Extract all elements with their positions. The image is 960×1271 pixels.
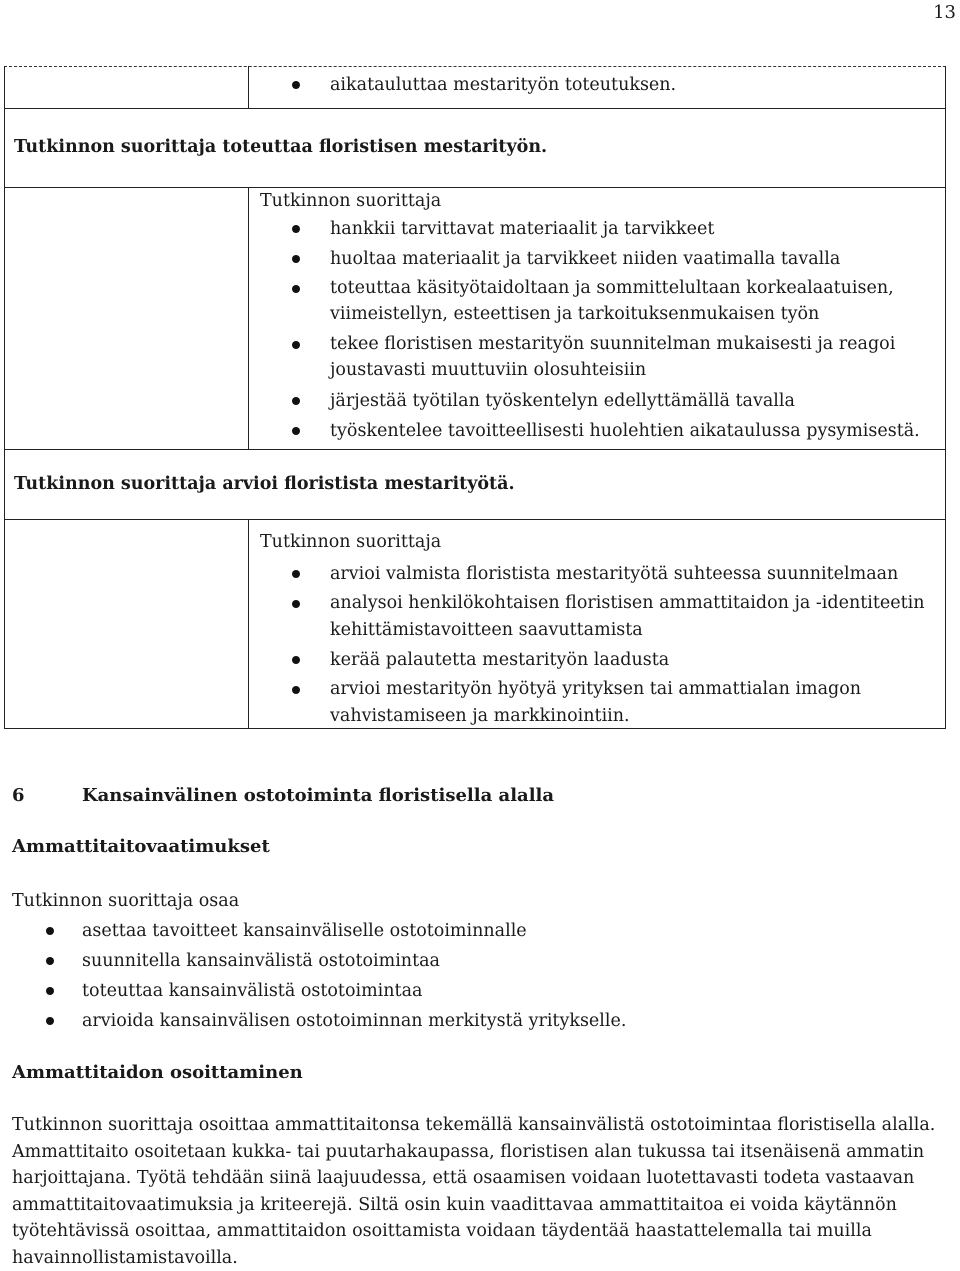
column-divider [248,66,249,108]
page-number: 13 [933,2,956,23]
bullet-icon [292,255,300,263]
row-divider [4,108,946,109]
section-title-evaluate: Tutkinnon suorittaja arvioi floristista mestarityötä. [14,474,515,494]
requirements-content [12,886,952,1036]
section-2-content [260,187,940,445]
bullet-icon [292,570,300,578]
bullet-icon [292,225,300,233]
bullet-icon [292,656,300,664]
list-item: suunnitella kansainvälistä ostotoimintaa [12,946,952,976]
list-item: arvioida kansainvälisen ostotoiminnan merkitystä yritykselle. [12,1006,952,1036]
section-3-content [260,528,940,730]
bullet-icon [292,427,300,435]
bullet-icon [292,341,300,349]
row-divider [4,449,946,450]
list-item: arvioi mestarityön hyötyä yrityksen tai ammattialan imagon vahvistamiseen ja markkinointiin. [260,676,940,730]
bullet-icon [292,81,300,89]
bullet-icon [46,987,54,995]
list-item: aikatauluttaa mestarityön toteutuksen. [260,71,940,99]
list-item: asettaa tavoitteet kansainväliselle ostotoiminnalle [12,916,952,946]
requirements-heading: Ammattitaitovaatimukset [12,836,270,857]
list-item: huoltaa materiaalit ja tarvikkeet niiden vaatimalla tavalla [260,245,940,273]
bullet-icon [292,600,300,608]
section-title-implement: Tutkinnon suorittaja toteuttaa floristisen mestarityön. [14,137,548,157]
column-divider [248,187,249,449]
row-1-content [260,71,940,99]
list-item: toteuttaa kansainvälistä ostotoimintaa [12,976,952,1006]
list-item: kerää palautetta mestarityön laadusta [260,646,940,674]
list-item: hankkii tarvittavat materiaalit ja tarvikkeet [260,215,940,243]
list-item: työskentelee tavoitteellisesti huolehtien aikataulussa pysymisestä. [260,417,940,445]
bullet-icon [292,397,300,405]
bullet-icon [46,1017,54,1025]
list-item: tekee floristisen mestarityön suunnitelman mukaisesti ja reagoi joustavasti muuttuviin olosuhteisiin [260,331,940,383]
chapter-title: Kansainvälinen ostotoiminta floristisella alalla [82,785,555,806]
criteria-table [4,66,946,729]
list-item: järjestää työtilan työskentelyn edellyttämällä tavalla [260,387,940,415]
list-item: arvioi valmista floristista mestarityötä suhteessa suunnitelmaan [260,560,940,588]
row-divider [4,519,946,520]
column-divider [248,519,249,729]
list-item: analysoi henkilökohtaisen floristisen ammattitaidon ja -identiteetin kehittämistavoitteen saavuttamista [260,590,940,644]
demonstration-heading: Ammattitaidon osoittaminen [12,1062,303,1083]
section-lead: Tutkinnon suorittaja [260,532,442,552]
list-item: toteuttaa käsityötaidoltaan ja sommittelultaan korkealaatuisen, viimeistellyn, esteettisen ja tarkoituksenmukaisen työn [260,275,940,327]
bullet-icon [292,285,300,293]
demonstration-paragraph: Tutkinnon suorittaja osoittaa ammattitaitonsa tekemällä kansainvälistä ostotoimintaa floristisella alalla. Ammattitaito osoitetaan kukka- tai puutarhakaupassa, floristisen alan tukussa tai itsenäisenä ammatin harjoittajana. Työtä tehdään siinä laajuudessa, että osaamisen voidaan luotettavasti todeta vastaavan ammattitaitovaatimuksia ja kriteerejä. Siltä osin kuin vaadittavaa ammattitaitoa ei voida käytännön työtehtävissä osoittaa, ammattitaidon osoittamista voidaan täydentää haastattelemalla tai muilla havainnollistamistavoilla. [12,1115,936,1268]
requirements-lead: Tutkinnon suorittaja osaa [12,891,240,911]
chapter-number: 6 [12,785,25,806]
chapter-heading [12,785,554,806]
bullet-icon [292,686,300,694]
bullet-icon [46,957,54,965]
section-lead: Tutkinnon suorittaja [260,191,442,211]
bullet-icon [46,927,54,935]
